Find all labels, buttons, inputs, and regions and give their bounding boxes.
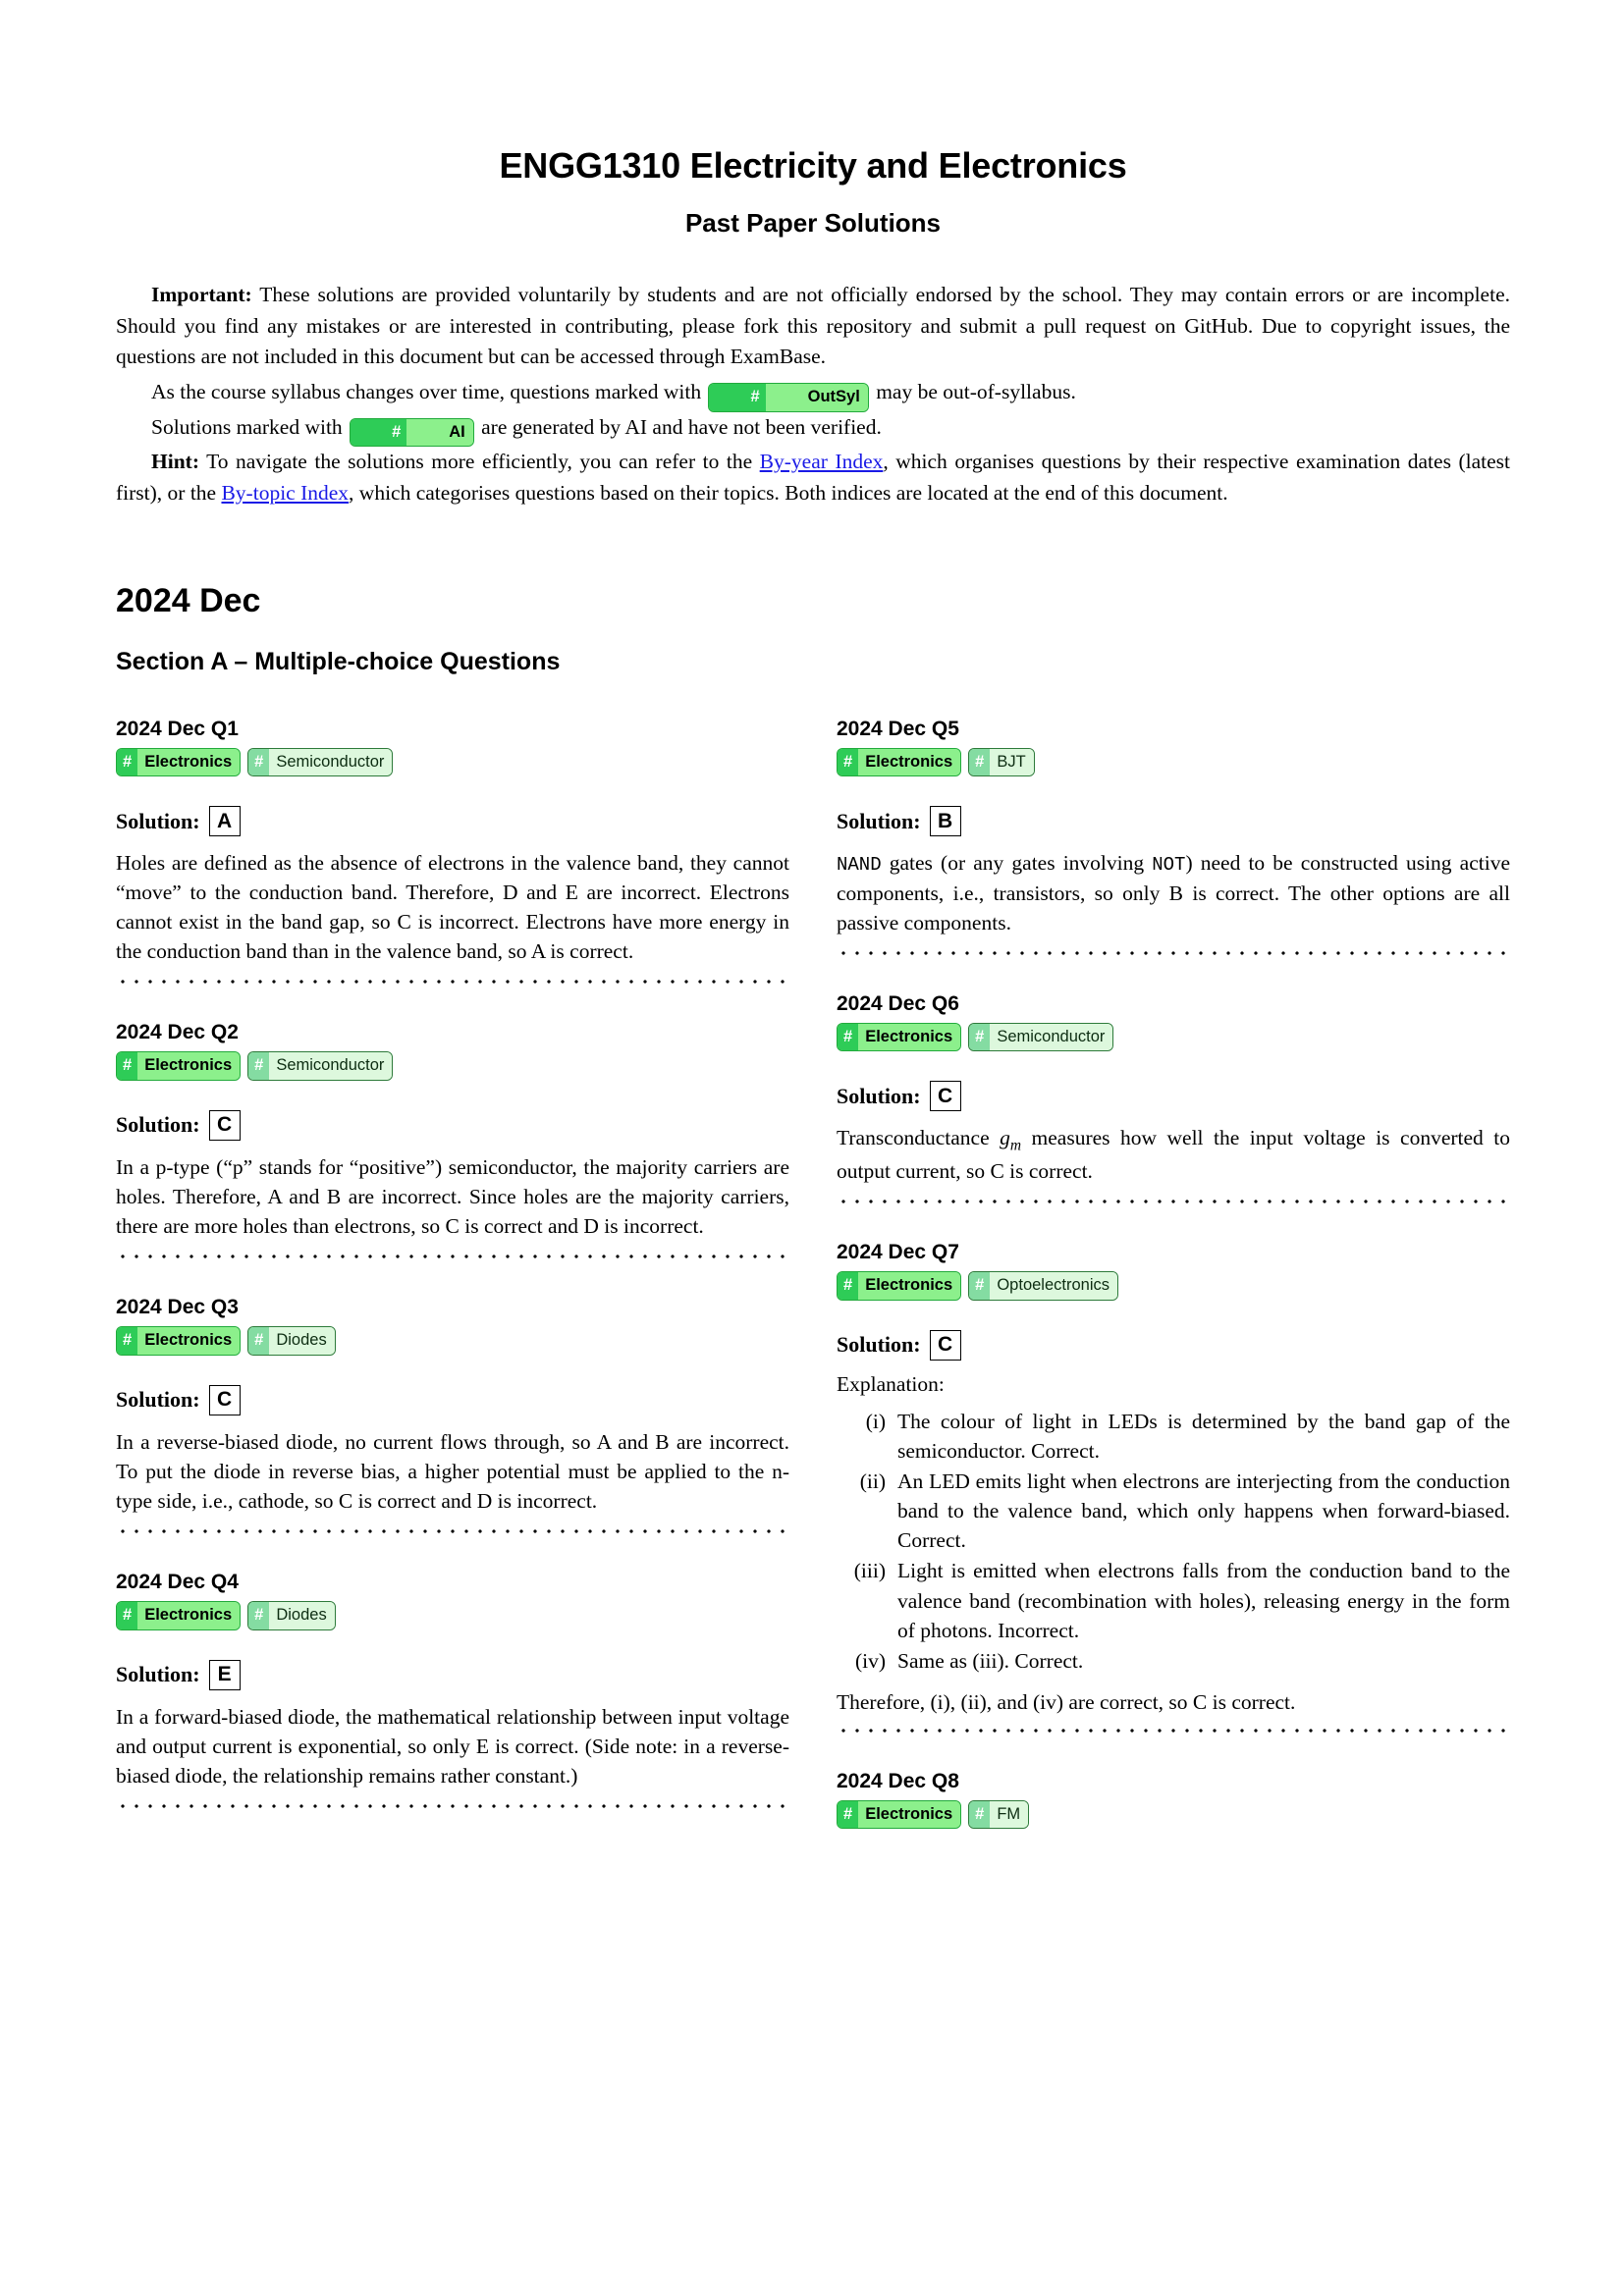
math-symbol-subscript: m <box>1009 1137 1022 1154</box>
hint-text-2: , which organises questions by their respective examination dates (latest first), or the <box>116 450 1510 505</box>
answer-box: E <box>209 1660 241 1690</box>
separator-dotted-rule <box>837 1192 1510 1211</box>
tag-label: Electronics <box>858 1272 960 1300</box>
solution-line <box>837 776 1510 836</box>
tag-hash-icon: # <box>969 1024 990 1051</box>
document-subtitle: Past Paper Solutions <box>684 208 942 238</box>
list-item <box>837 1467 1510 1555</box>
outsyl-paragraph <box>116 377 1510 408</box>
code-not: NOT <box>1152 854 1186 877</box>
question-block-q6 <box>837 963 1510 1212</box>
solution-line <box>837 1051 1510 1111</box>
question-title: 2024 Dec Q5 <box>837 717 959 740</box>
tag-row <box>116 1326 789 1356</box>
tag-label: BJT <box>990 749 1033 776</box>
solution-line <box>116 776 789 836</box>
ai-paragraph <box>116 412 1510 444</box>
question-block-q4 <box>116 1541 789 1816</box>
tag-label: Semiconductor <box>269 1052 392 1080</box>
tag-row <box>837 1023 1510 1052</box>
tag-label: Electronics <box>137 1327 240 1355</box>
tag-hash-icon: # <box>248 749 269 776</box>
list-item <box>837 1556 1510 1644</box>
solution-text <box>837 836 1510 937</box>
tag-label: Electronics <box>858 1024 960 1051</box>
topic-tag-semiconductor[interactable] <box>968 1023 1113 1052</box>
tag-hash-icon: # <box>969 749 990 776</box>
solution-text-part2: measures how well the input voltage is converted to output current, so C is correct. <box>837 1126 1511 1184</box>
math-symbol-base: g <box>1000 1126 1010 1150</box>
solution-label: Solution: <box>837 808 921 833</box>
tag-row <box>116 748 789 777</box>
hint-paragraph <box>116 447 1510 508</box>
explanation-list <box>837 1397 1510 1676</box>
tag-label: Electronics <box>137 749 240 776</box>
solution-line <box>116 1081 789 1141</box>
answer-box: C <box>209 1385 241 1415</box>
solution-text <box>837 1111 1510 1186</box>
solution-text-part1: gates (or any gates involving <box>881 851 1153 876</box>
question-block-q3 <box>116 1266 789 1541</box>
list-item-numeral: (i) <box>865 1409 886 1433</box>
topic-tag-bjt[interactable] <box>968 748 1035 777</box>
tag-hash-icon: # <box>969 1801 990 1829</box>
tag-row <box>116 1601 789 1630</box>
tag-label: Electronics <box>858 749 960 776</box>
tag-hash-icon: # <box>248 1602 269 1629</box>
topic-tag-fm[interactable] <box>968 1800 1029 1830</box>
tag-label: Diodes <box>269 1602 334 1629</box>
solution-line <box>116 1630 789 1690</box>
section-heading: Section A – Multiple-choice Questions <box>116 647 561 675</box>
tag-hash-icon: # <box>117 749 137 776</box>
separator-dotted-rule <box>837 943 1510 963</box>
hint-text-3: , which categorises questions based on their topics. Both indices are located at the end of this document. <box>349 481 1228 505</box>
list-item-text: Light is emitted when electrons falls from the conduction band to the valence band (recombination with holes), releasing energy in the form of photons. Incorrect. <box>897 1559 1510 1642</box>
answer-box: B <box>930 806 961 836</box>
question-block-q2 <box>116 991 789 1266</box>
math-symbol-gm <box>1000 1126 1022 1154</box>
topic-tag-semiconductor[interactable] <box>247 748 393 777</box>
tag-row <box>837 748 1510 777</box>
tag-hash-icon: # <box>248 1052 269 1080</box>
tag-label: OutSyl <box>766 384 868 411</box>
topic-tag-electronics[interactable] <box>837 748 961 777</box>
topic-tag-diodes[interactable] <box>247 1601 336 1630</box>
hint-label: Hint: <box>151 450 199 474</box>
tag-label: Electronics <box>858 1801 960 1829</box>
list-item-text: The colour of light in LEDs is determined by the band gap of the semiconductor. Correct. <box>897 1409 1510 1464</box>
question-block-q8 <box>837 1740 1510 1830</box>
solution-label: Solution: <box>116 1387 200 1413</box>
separator-dotted-rule <box>837 1721 1510 1740</box>
separator-dotted-rule <box>116 1247 789 1266</box>
question-title: 2024 Dec Q2 <box>116 1021 239 1044</box>
list-item-numeral: (iii) <box>853 1559 886 1583</box>
hint-text-1: To navigate the solutions more efficiently, you can refer to the <box>198 450 760 474</box>
list-item-text: Same as (iii). Correct. <box>897 1648 1084 1673</box>
tag-row <box>837 1271 1510 1301</box>
tag-hash-icon: # <box>838 749 858 776</box>
tag-hash-icon: # <box>838 1801 858 1829</box>
conclusion-text: Therefore, (i), (ii), and (iv) are correct, so C is correct. <box>837 1689 1296 1714</box>
solution-line <box>837 1301 1510 1361</box>
solution-label: Solution: <box>837 1332 921 1358</box>
important-paragraph <box>116 280 1510 373</box>
outsyl-tag[interactable] <box>708 383 868 412</box>
tag-hash-icon: # <box>117 1052 137 1080</box>
tag-label: Semiconductor <box>269 749 392 776</box>
tag-row <box>116 1051 789 1081</box>
important-text: These solutions are provided voluntarily by students and are not officially endorsed by the school. They may contain errors or are incomplete. Should you find any mistakes or are interested in contributing, please fork this repository and submit a pull request on GitHub. Due to copyright issues, the questions are not included in this document but can be accessed through ExamBase. <box>116 283 1510 369</box>
solution-text: In a reverse-biased diode, no current flows through, so A and B are incorrect. To put the diode in reverse bias, a higher potential must be applied to the n-type side, i.e., cathode, so C is correct and D is incorrect. <box>116 1429 789 1513</box>
topic-tag-optoelectronics[interactable] <box>968 1271 1118 1301</box>
solution-text-part1: Transconductance <box>837 1126 1001 1150</box>
answer-box: A <box>209 806 241 836</box>
tag-hash-icon: # <box>969 1272 990 1300</box>
tag-hash-icon: # <box>709 384 765 411</box>
topic-tag-electronics[interactable] <box>116 1051 241 1081</box>
question-block-q1 <box>116 718 789 992</box>
document-content <box>116 0 1510 1829</box>
question-block-q7 <box>837 1211 1510 1739</box>
left-column <box>116 718 789 1830</box>
list-item-numeral: (iv) <box>854 1648 886 1673</box>
ai-tag[interactable] <box>350 418 474 448</box>
solution-text: Holes are defined as the absence of electrons in the valence band, they cannot “move” to the conduction band. Therefore, D and E are incorrect. Electrons cannot exist in the band gap, so C is incorrect. Electrons have more energy in the conduction band than in the valence band, so A is correct. <box>116 851 789 964</box>
tag-label: AI <box>406 419 473 447</box>
topic-tag-diodes[interactable] <box>247 1326 336 1356</box>
solution-text: In a forward-biased diode, the mathematical relationship between input voltage and output current is exponential, so only E is correct. (Side note: in a reverse-biased diode, the relationship remains rather constant.) <box>116 1704 789 1788</box>
question-title: 2024 Dec Q7 <box>837 1241 959 1264</box>
topic-tag-electronics[interactable] <box>116 748 241 777</box>
by-year-index-link[interactable]: By-year Index <box>759 450 884 474</box>
important-label: Important: <box>151 283 252 306</box>
question-title: 2024 Dec Q8 <box>837 1769 959 1792</box>
outsyl-text-after: may be out-of-syllabus. <box>870 379 1076 403</box>
solution-label: Solution: <box>116 1662 200 1687</box>
document-title: ENGG1310 Electricity and Electronics <box>499 145 1127 186</box>
list-item <box>837 1646 1510 1676</box>
topic-tag-semiconductor[interactable] <box>247 1051 393 1081</box>
list-item <box>837 1407 1510 1466</box>
solution-label: Solution: <box>837 1083 921 1108</box>
topic-tag-electronics[interactable] <box>116 1326 241 1356</box>
question-title: 2024 Dec Q6 <box>837 991 959 1015</box>
solution-line <box>116 1356 789 1415</box>
question-title: 2024 Dec Q1 <box>116 717 239 740</box>
list-item-text: An LED emits light when electrons are interjecting from the conduction band to the valence band, which only happens when forward-biased. Correct. <box>897 1469 1510 1553</box>
tag-label: Electronics <box>137 1052 240 1080</box>
tag-hash-icon: # <box>838 1272 858 1300</box>
topic-tag-electronics[interactable] <box>837 1023 961 1052</box>
answer-box: C <box>930 1330 961 1361</box>
solution-label: Solution: <box>116 1112 200 1138</box>
tag-hash-icon: # <box>351 419 406 447</box>
question-block-q5 <box>837 718 1510 963</box>
topic-tag-electronics[interactable] <box>837 1271 961 1301</box>
separator-dotted-rule <box>116 1522 789 1541</box>
code-nand: NAND <box>837 854 882 877</box>
tag-hash-icon: # <box>117 1602 137 1629</box>
explanation-label: Explanation: <box>837 1371 945 1396</box>
solution-text: In a p-type (“p” stands for “positive”) semiconductor, the majority carriers are holes. Therefore, A and B are incorrect. Since holes are the majority carriers, there are more holes than electrons, so C is correct and D is incorrect. <box>116 1154 789 1239</box>
tag-label: Semiconductor <box>990 1024 1112 1051</box>
tag-hash-icon: # <box>117 1327 137 1355</box>
topic-tag-electronics[interactable] <box>837 1800 961 1830</box>
topic-tag-electronics[interactable] <box>116 1601 241 1630</box>
tag-label: Optoelectronics <box>990 1272 1117 1300</box>
two-column-layout <box>116 718 1510 1830</box>
solution-label: Solution: <box>116 808 200 833</box>
answer-box: C <box>209 1110 241 1141</box>
tag-hash-icon: # <box>248 1327 269 1355</box>
separator-dotted-rule <box>116 1796 789 1816</box>
question-title: 2024 Dec Q4 <box>116 1571 239 1594</box>
tag-label: FM <box>990 1801 1028 1829</box>
separator-dotted-rule <box>116 972 789 991</box>
question-title: 2024 Dec Q3 <box>116 1296 239 1319</box>
solution-text-part2: ) need to be constructed using active components, i.e., transistors, so only B is correct. The other options are all passive components. <box>837 851 1510 934</box>
tag-row <box>837 1800 1510 1830</box>
list-item-numeral: (ii) <box>859 1469 886 1494</box>
outsyl-text-before: As the course syllabus changes over time, questions marked with <box>151 379 707 403</box>
tag-label: Electronics <box>137 1602 240 1629</box>
year-heading: 2024 Dec <box>116 581 261 619</box>
tag-label: Diodes <box>269 1327 334 1355</box>
ai-text-before: Solutions marked with <box>151 414 349 439</box>
tag-hash-icon: # <box>838 1024 858 1051</box>
answer-box: C <box>930 1081 961 1111</box>
by-topic-index-link[interactable]: By-topic Index <box>221 481 350 505</box>
right-column <box>837 718 1510 1830</box>
ai-text-after: are generated by AI and have not been verified. <box>475 414 882 439</box>
